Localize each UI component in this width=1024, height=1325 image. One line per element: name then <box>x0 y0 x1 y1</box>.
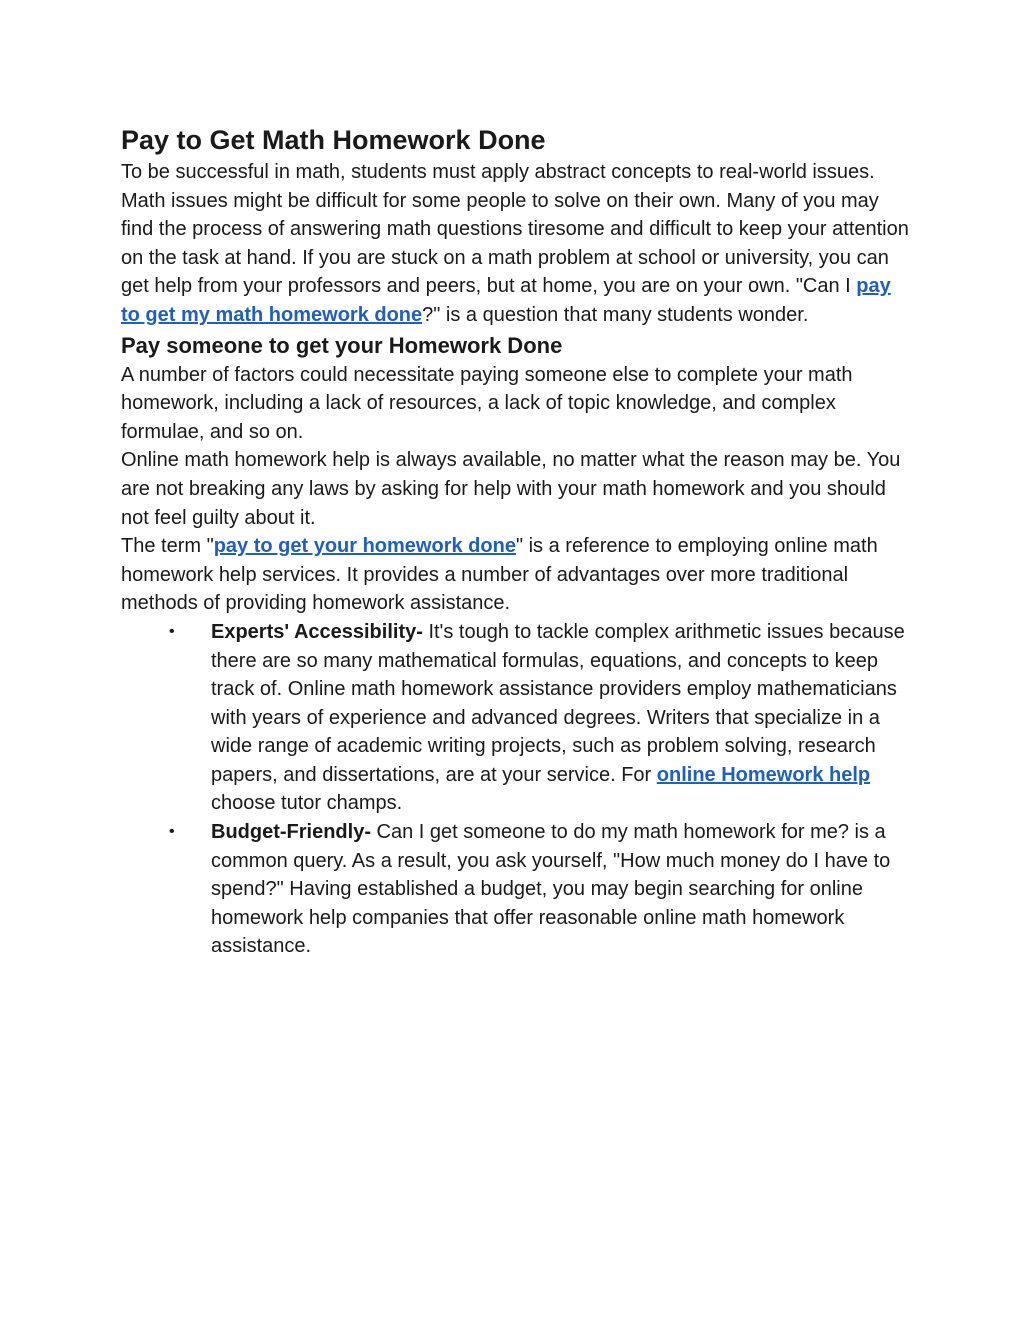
term-paragraph <box>121 532 911 618</box>
list-item-term: Budget-Friendly- <box>211 821 371 844</box>
bullet-icon: • <box>169 622 175 640</box>
advantages-list <box>121 618 911 961</box>
online-homework-help-link[interactable]: online Homework help <box>656 763 871 786</box>
term-text-start: The term " <box>121 535 214 558</box>
list-item-budget <box>169 818 911 961</box>
bullet-icon: • <box>169 823 175 841</box>
list-item-text-end: choose tutor champs. <box>211 792 403 815</box>
availability-paragraph: Online math homework help is always available, no matter what the reason may be. You are not breaking any laws by asking for help with your math homework and you should not feel guilty about it. <box>121 449 901 529</box>
list-item-text: It's tough to tackle complex arithmetic issues because there are so many mathematical formulas, equations, and concepts to keep track of. Online math homework assistance providers employ mathematicians with years of experience and advanced degrees. Writers that specialize in a wide range of academic writing projects, such as problem solving, research papers, and dissertations, are at your service. For <box>211 620 905 786</box>
intro-text-end: ?" is a question that many students wonder. <box>422 303 809 326</box>
pay-homework-link[interactable]: pay to get your homework done <box>213 535 516 558</box>
list-item-term: Experts' Accessibility- <box>211 620 423 643</box>
page-title: Pay to Get Math Homework Done <box>121 125 546 155</box>
list-item-text: Can I get someone to do my math homework for me? is a common query. As a result, you ask yourself, "How much money do I have to spend?" Having established a budget, you may begin searching for online homework help companies that offer reasonable online math homework assistance. <box>211 821 891 958</box>
section-heading: Pay someone to get your Homework Done <box>121 332 563 358</box>
pay-math-homework-link[interactable]: pay to get my math homework done <box>121 275 891 326</box>
factors-paragraph: A number of factors could necessitate paying someone else to complete your math homework, including a lack of resources, a lack of topic knowledge, and complex formulae, and so on. <box>121 363 853 443</box>
document-page <box>121 122 911 961</box>
term-text-end: " is a reference to employing online math homework help services. It provides a number of advantages over more traditional methods of providing homework assistance. <box>121 535 878 615</box>
list-item-experts <box>169 618 911 818</box>
intro-text-start: To be successful in math, students must apply abstract concepts to real-world issues. Math issues might be difficult for some people to solve on their own. Many of you may find the process of answering math questions tiresome and difficult to keep your attention on the task at hand. If you are stuck on a math problem at school or university, you can get help from your professors and peers, but at home, you are on your own. "Can I <box>121 161 909 298</box>
intro-paragraph <box>121 158 911 330</box>
